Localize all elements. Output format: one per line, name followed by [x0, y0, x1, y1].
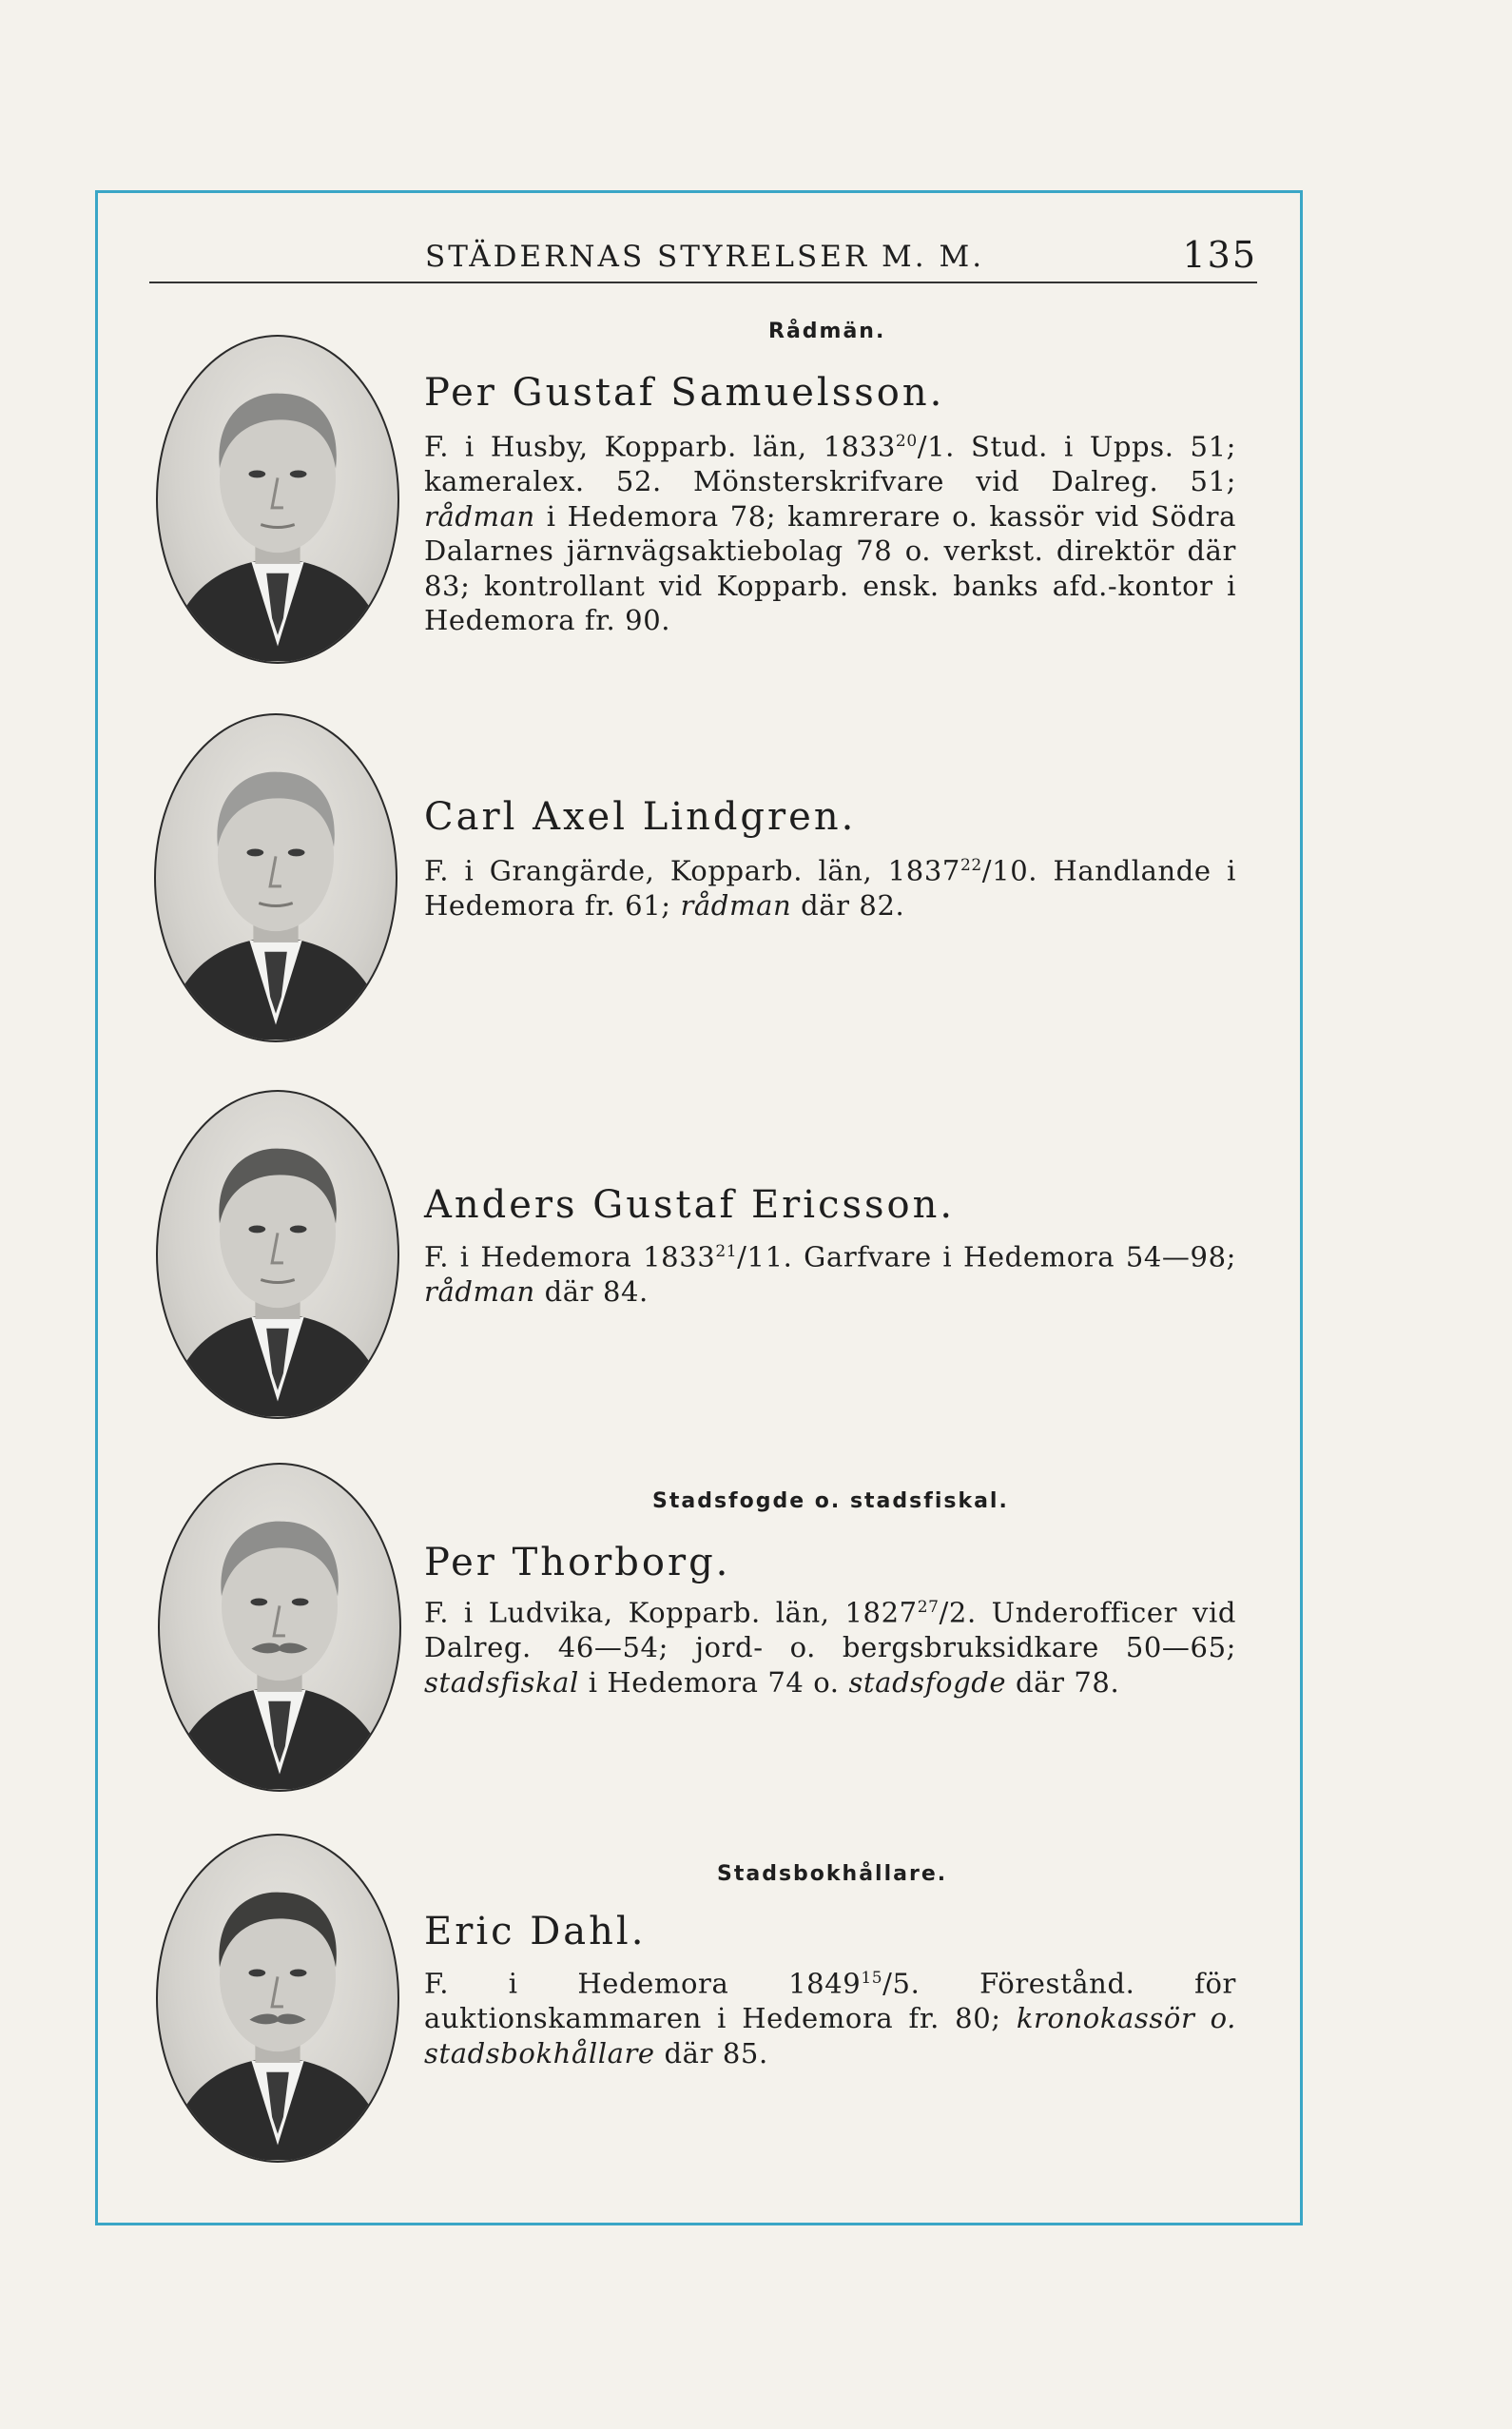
entry-text-italic: stadsfiskal: [424, 1665, 579, 1699]
eye-shape: [246, 848, 263, 856]
entry-text-run: där 84.: [534, 1275, 649, 1309]
entry-text-run: F. i Hedemora 1833: [424, 1240, 716, 1273]
entry-text-italic: rådman: [680, 889, 792, 923]
entry-text-italic: rådman: [424, 1275, 535, 1309]
portrait-ericsson-icon: [158, 1092, 397, 1417]
entry-text-italic: stadsfogde: [848, 1665, 1007, 1699]
portrait-samuelsson-icon: [156, 335, 399, 664]
portrait-samuelsson-icon: [158, 337, 397, 662]
entry-text-sup: 21: [715, 1242, 738, 1261]
entry-text-run: F. i Hedemora 1849: [424, 1967, 862, 2000]
eye-shape: [288, 848, 305, 856]
entry-text-italic: kronokassör o. stadsbokhållare: [424, 2002, 1236, 2070]
entry-text-sup: 22: [960, 856, 982, 875]
portrait-dahl-icon: [156, 1834, 399, 2163]
entry-name: Eric Dahl.: [424, 1910, 647, 1953]
eye-shape: [248, 1225, 265, 1233]
running-head: [149, 228, 1257, 283]
section-heading-radman: Rådmän.: [768, 320, 886, 343]
section-heading-stadsbokhallare: Stadsbokhållare.: [717, 1862, 948, 1886]
page-number: 135: [1182, 234, 1257, 276]
entry-text: [424, 424, 1236, 638]
entry-text-sup: 27: [917, 1598, 940, 1617]
entry-name: Anders Gustaf Ericsson.: [424, 1183, 956, 1227]
entry-text-run: /10. Handlande i Hedemora fr. 61;: [424, 854, 1236, 923]
eye-shape: [248, 470, 265, 477]
entry-text-run: i Hedemora 74 o.: [578, 1665, 849, 1699]
entry-text-run: /1. Stud. i Upps. 51; kameralex. 52. Mönsterskrifvare vid Dalreg. 51;: [424, 430, 1236, 498]
eye-shape: [290, 470, 307, 477]
eye-shape: [292, 1598, 309, 1605]
entry-text-run: F. i Grangärde, Kopparb. län, 1837: [424, 854, 960, 887]
portrait-thorborg-icon: [160, 1465, 399, 1790]
eye-shape: [250, 1598, 267, 1605]
section-heading-stadsfogde: Stadsfogde o. stadsfiskal.: [652, 1489, 1009, 1513]
entry-name: Per Gustaf Samuelsson.: [424, 371, 945, 415]
entry-text-run: /5. Förestånd. för auktionskammaren i Hedemora fr. 80;: [424, 1967, 1236, 2035]
entry-text-run: där 82.: [791, 889, 905, 923]
entry-text-italic: rådman: [424, 499, 535, 533]
entry-text: [424, 1961, 1236, 2070]
running-title: STÄDERNAS STYRELSER M. M.: [425, 240, 985, 274]
entry-text-run: /11. Garfvare i Hedemora 54—98;: [737, 1240, 1236, 1273]
entry-text: [424, 848, 1236, 923]
entry-text-sup: 20: [895, 432, 918, 451]
entry-text: [424, 1234, 1236, 1310]
entry-text-run: där 78.: [1006, 1665, 1120, 1699]
entry-text: [424, 1590, 1236, 1700]
portrait-lindgren-icon: [154, 713, 397, 1042]
portrait-dahl-icon: [158, 1836, 397, 2161]
eye-shape: [290, 1225, 307, 1233]
portrait-ericsson-icon: [156, 1090, 399, 1419]
entry-text-run: /2. Underofficer vid Dalreg. 46—54; jord- o. bergsbruksidkare 50—65;: [424, 1596, 1236, 1664]
entry-text-sup: 15: [861, 1969, 883, 1988]
portrait-thorborg-icon: [158, 1463, 401, 1792]
entry-text-run: i Hedemora 78; kamrerare o. kassör vid Södra Dalarnes järnvägsaktiebolag 78 o. verkst. direktör där 83; kontrollant vid Kopparb. ensk. banks afd.-kontor i Hedemora fr. 90.: [424, 499, 1236, 637]
entry-text-run: där 85.: [654, 2036, 768, 2070]
entry-text-run: F. i Husby, Kopparb. län, 1833: [424, 430, 896, 463]
entry-name: Per Thorborg.: [424, 1541, 731, 1584]
portrait-lindgren-icon: [156, 715, 396, 1040]
eye-shape: [248, 1969, 265, 1976]
entry-text-run: F. i Ludvika, Kopparb. län, 1827: [424, 1596, 918, 1629]
eye-shape: [290, 1969, 307, 1976]
entry-name: Carl Axel Lindgren.: [424, 795, 857, 839]
